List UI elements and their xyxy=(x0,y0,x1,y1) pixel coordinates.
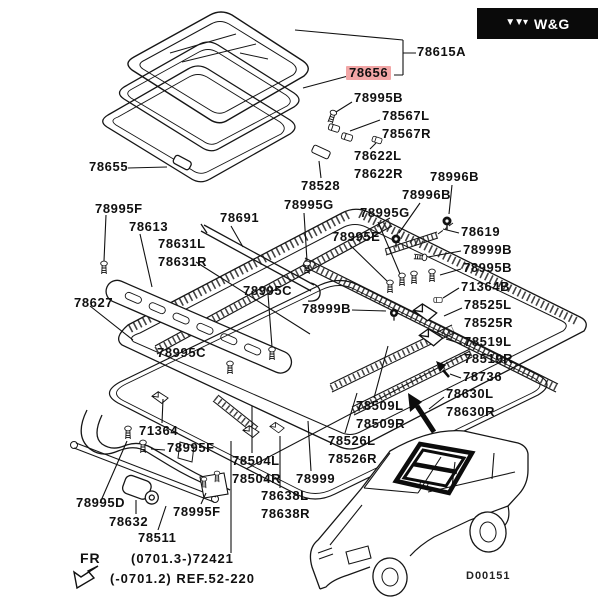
install-direction-arrow xyxy=(408,393,434,432)
glass-panel xyxy=(128,12,308,123)
part-label-78630L: 78630L xyxy=(446,386,494,401)
fr-direction-label: FR xyxy=(80,550,101,566)
part-label-78519R: 78519R xyxy=(464,351,514,366)
brand-text: W&G xyxy=(534,15,570,32)
part-label-78996B-1: 78996B xyxy=(430,169,480,184)
part-label-78504L: 78504L xyxy=(232,453,280,468)
part-label-78995C-2: 78995C xyxy=(157,345,207,360)
part-label-78631R: 78631R xyxy=(158,254,208,269)
part-label-78511: 78511 xyxy=(138,530,177,545)
part-label-78525R: 78525R xyxy=(464,315,514,330)
part-label-71364: 71364 xyxy=(139,423,179,438)
sunroof-motor xyxy=(120,474,162,506)
part-label-78638R: 78638R xyxy=(261,506,311,521)
sunroof-seal xyxy=(120,42,300,151)
ref-applicability-line1: (0701.3-)72421 xyxy=(131,551,234,566)
part-label-78655: 78655 xyxy=(89,159,129,174)
part-label-78526R: 78526R xyxy=(328,451,378,466)
part-label-78613: 78613 xyxy=(129,219,169,234)
brand-badge xyxy=(477,8,598,39)
part-label-78619: 78619 xyxy=(461,224,501,239)
part-label-78528: 78528 xyxy=(301,178,341,193)
part-label-78995F-mid: 78995F xyxy=(167,440,215,455)
part-label-78631L: 78631L xyxy=(158,236,206,251)
part-label-78995D: 78995D xyxy=(76,495,126,510)
part-label-78999B-r: 78999B xyxy=(463,242,513,257)
part-label-78691: 78691 xyxy=(220,210,260,225)
part-label-78622L: 78622L xyxy=(354,148,402,163)
part-label-78995F-top: 78995F xyxy=(95,201,143,216)
part-label-78567L: 78567L xyxy=(382,108,430,123)
part-label-78525L: 78525L xyxy=(464,297,512,312)
part-label-78615A: 78615A xyxy=(417,44,467,59)
part-label-78736: 78736 xyxy=(463,369,503,384)
part-label-78519L: 78519L xyxy=(464,334,512,349)
diagram-code: D00151 xyxy=(466,570,511,582)
part-label-78632: 78632 xyxy=(109,514,149,529)
part-label-78630R: 78630R xyxy=(446,404,496,419)
part-label-78995B-top: 78995B xyxy=(354,90,404,105)
part-label-78996B-2: 78996B xyxy=(402,187,452,202)
part-label-78638L: 78638L xyxy=(261,488,309,503)
part-label-78999: 78999 xyxy=(296,471,336,486)
part-label-78995G-2: 78995G xyxy=(360,205,410,220)
part-label-78567R: 78567R xyxy=(382,126,432,141)
part-label-78995F-bot: 78995F xyxy=(173,504,221,519)
part-label-78656: 78656 xyxy=(346,66,391,80)
part-label-78995C-1: 78995C xyxy=(243,283,293,298)
part-label-78995E: 78995E xyxy=(332,229,381,244)
part-label-78627: 78627 xyxy=(74,295,114,310)
part-label-78999B-l: 78999B xyxy=(302,301,352,316)
part-label-78622R: 78622R xyxy=(354,166,404,181)
part-label-78995B-r: 78995B xyxy=(463,260,513,275)
part-label-78509R: 78509R xyxy=(356,416,406,431)
part-label-78526L: 78526L xyxy=(328,433,376,448)
fr-arrow-icon xyxy=(74,566,98,588)
part-label-71364B: 71364B xyxy=(461,279,511,294)
part-label-78504R: 78504R xyxy=(232,471,282,486)
part-label-78995G-1: 78995G xyxy=(284,197,334,212)
part-label-78509L: 78509L xyxy=(356,398,404,413)
brand-triangles-icon: ▼▼▾ xyxy=(505,17,528,28)
ref-applicability-line2: (-0701.2) REF.52-220 xyxy=(110,571,256,586)
